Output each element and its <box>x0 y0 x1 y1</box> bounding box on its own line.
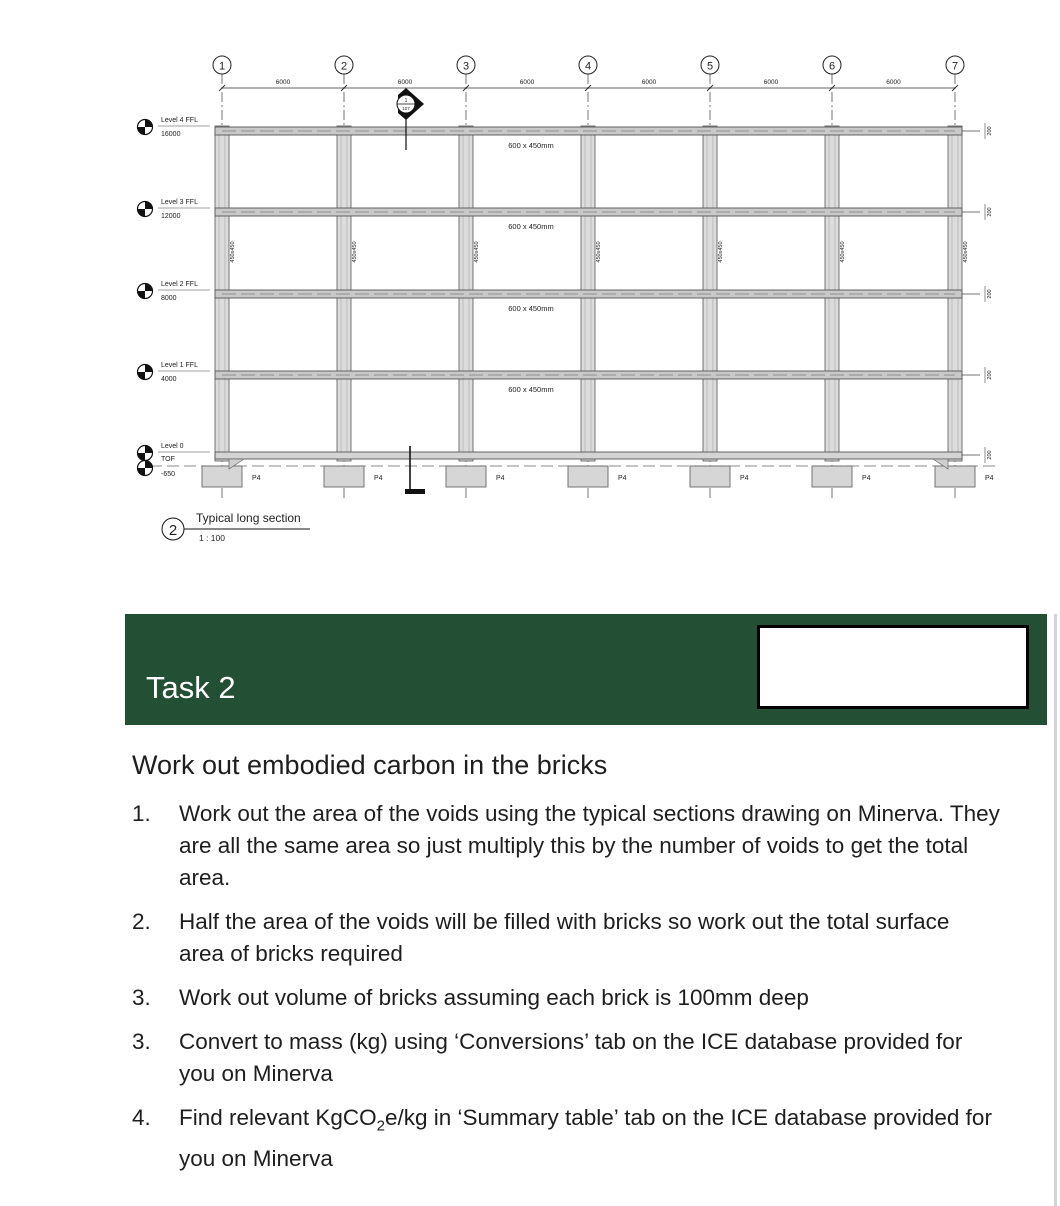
grid-label: 5 <box>706 60 714 73</box>
bay-dimension: 6000 <box>763 79 779 86</box>
bay-dimension: 6000 <box>275 79 291 86</box>
section-sheet: 107 <box>402 106 410 111</box>
long-section-drawing <box>0 0 1060 600</box>
view-title: Typical long section <box>196 511 301 525</box>
step-text: Work out the area of the voids using the typical sections drawing on Minerva. They are all the same area so just multiply this by the number of voids to get the total area. <box>179 801 1000 890</box>
slab-thickness-label: 200 <box>987 450 993 460</box>
pad-foundation <box>202 466 242 487</box>
column-size-label: 450x450 <box>840 241 846 263</box>
grid-label: 3 <box>462 60 470 73</box>
step-text: Work out volume of bricks assuming each brick is 100mm deep <box>179 985 809 1010</box>
pad-label: P4 <box>252 475 261 482</box>
grid-label: 6 <box>828 60 836 73</box>
level-datum-quadrant <box>138 291 146 299</box>
level-name: Level 3 FFL <box>161 199 198 206</box>
slab-thickness-label: 200 <box>987 126 993 136</box>
level-name: Level 1 FFL <box>161 362 198 369</box>
step-number: 2. <box>132 909 151 934</box>
column-size-label: 450x450 <box>718 241 724 263</box>
level-datum-quadrant <box>138 372 146 380</box>
column-size-label: 450x450 <box>352 241 358 263</box>
task-step <box>130 1026 1000 1090</box>
pad-label: P4 <box>862 475 871 482</box>
column-size-label: 450x450 <box>596 241 602 263</box>
pad-foundation <box>935 466 975 487</box>
pad-label: P4 <box>618 475 627 482</box>
grid-label: 4 <box>584 60 592 73</box>
bay-dimension: 6000 <box>397 79 413 86</box>
level-value: 16000 <box>161 131 181 138</box>
level-value: 8000 <box>161 295 177 302</box>
beam-size-label: 600 x 450mm <box>508 304 554 313</box>
level-datum-quadrant <box>138 127 146 135</box>
step-subscript: 2 <box>376 1117 385 1135</box>
level-value: 12000 <box>161 213 181 220</box>
level-value: -650 <box>161 471 176 478</box>
pad-foundation <box>568 466 608 487</box>
level-datum-quadrant <box>138 209 146 217</box>
step-number: 3. <box>132 985 151 1010</box>
level-datum-quadrant <box>145 284 153 292</box>
level-datum-quadrant <box>138 468 146 476</box>
column-size-label: 450x450 <box>230 241 236 263</box>
step-text: Half the area of the voids will be filled with bricks so work out the total surface area of bricks required <box>179 909 950 966</box>
level-datum-quadrant <box>145 202 153 210</box>
step-text-before: Find relevant KgCO <box>179 1105 377 1130</box>
level-name: Level 4 FFL <box>161 117 198 124</box>
grid-label: 7 <box>951 60 959 73</box>
task-step <box>130 798 1000 894</box>
pad-label: P4 <box>374 475 383 482</box>
level-datum-quadrant <box>145 365 153 373</box>
bay-dimension: 6000 <box>641 79 657 86</box>
pad-foundation <box>690 466 730 487</box>
level-datum-quadrant <box>145 461 153 469</box>
level-datum-quadrant <box>138 453 146 461</box>
bay-dimension: 6000 <box>519 79 535 86</box>
level-value: 4000 <box>161 376 177 383</box>
task-steps <box>130 798 1000 1187</box>
column-size-label: 450x450 <box>474 241 480 263</box>
level-name: Level 0 <box>161 443 184 450</box>
beam-size-label: 600 x 450mm <box>508 141 554 150</box>
grid-label: 2 <box>340 60 348 73</box>
level-datum-quadrant <box>145 446 153 454</box>
pad-label: P4 <box>496 475 505 482</box>
task-banner <box>125 614 1047 725</box>
level-sub-name: TOF <box>161 456 175 463</box>
banner-blank-box <box>757 625 1029 709</box>
grid-label: 1 <box>218 60 226 73</box>
column-size-label: 450x450 <box>963 241 969 263</box>
beam-size-label: 600 x 450mm <box>508 222 554 231</box>
slab-thickness-label: 200 <box>987 207 993 217</box>
task-heading: Work out embodied carbon in the bricks <box>132 750 608 780</box>
lower-section-tick <box>405 489 425 494</box>
level-name: Level 2 FFL <box>161 281 198 288</box>
slab-thickness-label: 200 <box>987 289 993 299</box>
step-text: Convert to mass (kg) using ‘Conversions’ tab on the ICE database provided for you on Minerva <box>179 1029 963 1086</box>
pad-label: P4 <box>740 475 749 482</box>
task-step <box>130 982 1000 1014</box>
pad-label: P4 <box>985 475 994 482</box>
page-edge-line <box>1054 614 1057 1206</box>
step-text-after: e/kg in ‘Summary table’ tab on the ICE database provided for you on Minerva <box>179 1105 992 1171</box>
pad-foundation <box>812 466 852 487</box>
view-number: 2 <box>168 522 178 539</box>
step-number: 4. <box>132 1105 151 1130</box>
beam-size-label: 600 x 450mm <box>508 385 554 394</box>
pad-foundation <box>324 466 364 487</box>
step-number: 3. <box>132 1029 151 1054</box>
section-number: 1 <box>404 98 408 104</box>
step-number: 1. <box>132 801 151 826</box>
view-scale: 1 : 100 <box>199 533 225 543</box>
pad-foundation <box>446 466 486 487</box>
task-step <box>130 906 1000 970</box>
ground-beam <box>215 452 962 459</box>
slab-thickness-label: 200 <box>987 370 993 380</box>
task-step <box>130 1102 1000 1175</box>
bay-dimension: 6000 <box>886 79 901 86</box>
banner-title: Task 2 <box>146 670 236 705</box>
level-datum-quadrant <box>145 120 153 128</box>
